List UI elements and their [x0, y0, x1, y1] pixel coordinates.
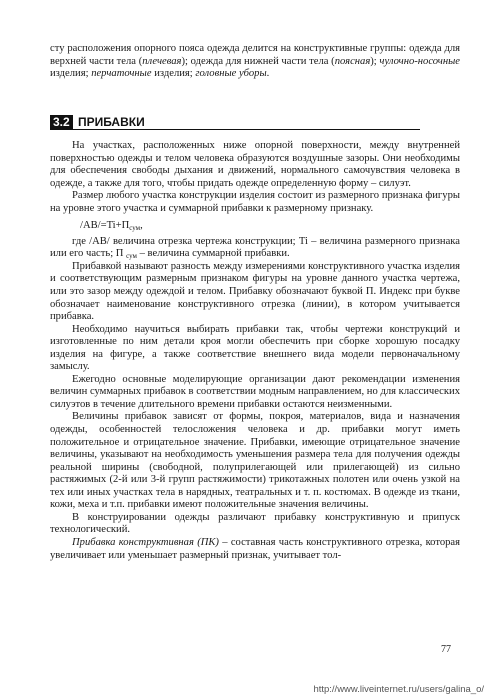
- constructive-allowance-text: – составная часть конструктивного отрезка, которая увеличивает или уменьшает размерный признак, учитывает тол-: [50, 536, 460, 561]
- legend-text-b: – величина суммарной прибавки.: [136, 248, 290, 260]
- legend-text-a: где /АВ/ величина отрезка чертежа конструкции; Ti – величина размерного признака или его часть; П: [50, 235, 460, 260]
- intro-text-d: изделия;: [50, 68, 92, 80]
- paragraph-allowance-definition: Прибавкой называют разность между измерениями конструктивного участка изделия и соответствующим размерным признаком фигуры на уровне данного участка чертежа, или это зазор между одеждой и телом. Прибавку обозначают буквой П. Индекс при букве обозначает наименование конструктивного отрезка (линии), в котором учитывается прибавка.: [50, 260, 460, 323]
- intro-text-e: изделия;: [151, 68, 196, 80]
- intro-text-c: );: [370, 55, 380, 67]
- paragraph-air-gaps: На участках, расположенных ниже опорной поверхности, между внутренней поверхностью одежды и телом человека образуются воздушные зазоры. Они необходимы для обеспечения свободы дыхания и движений, нормального самочувствия человека в одежде, а также для того, чтобы придать одежде определенную форму – силуэт.: [50, 140, 460, 189]
- section-number: 3.2: [50, 115, 73, 129]
- intro-text-a: сту расположения опорного пояса одежда делится на конструктивные группы: одежда для верхней части тела (: [50, 43, 460, 67]
- page-number: 77: [441, 644, 451, 655]
- section-title: ПРИБАВКИ: [78, 115, 145, 129]
- intro-text-f: .: [266, 68, 270, 80]
- intro-italic-poyasnaya: поясная: [334, 55, 371, 67]
- paragraph-choose-allowances: Необходимо научиться выбирать прибавки так, чтобы чертежи конструкций и изготовленные по ним детали кроя могли обеспечить при сборке хорошую посадку изделия на фигуре, а также соответствие внешнего вида модели первоначальному замыслу.: [50, 323, 460, 373]
- section-body: [50, 140, 460, 562]
- intro-text-b: ); одежда для нижней части тела (: [181, 55, 335, 67]
- paragraph-formula-legend: [50, 236, 460, 261]
- watermark-url: http://www.liveinternet.ru/users/galina_o/: [313, 684, 484, 695]
- intro-italic-golovnye: головные уборы: [195, 68, 267, 80]
- formula-comma: ,: [140, 220, 143, 232]
- section-heading: [50, 114, 420, 130]
- legend-subscript: сум: [126, 252, 137, 261]
- section-underline: [50, 129, 420, 130]
- paragraph-size: Размер любого участка конструкции изделия состоит из размерного признака фигуры на уровне этого участка и суммарной прибавки к размерному признаку.: [50, 190, 460, 214]
- formula-subscript: сум: [129, 224, 141, 233]
- intro-italic-plechevaya: плечевая: [142, 55, 182, 67]
- formula: [50, 220, 460, 233]
- intro-text: [50, 43, 460, 81]
- intro-paragraph: [50, 43, 460, 81]
- paragraph-types: В конструировании одежды различают прибавку конструктивную и припуск технологический.: [50, 511, 460, 536]
- paragraph-constructive-allowance: [50, 537, 460, 562]
- paragraph-recommendations: Ежегодно основные моделирующие организации дают рекомендации изменения величин суммарных прибавок в соответствии модным направлением, но для классических силуэтов в течение длительного времени прибавки остаются неизменными.: [50, 373, 460, 410]
- intro-italic-chulochno: чулочно-носочные: [379, 55, 460, 67]
- term-constructive-allowance: Прибавка конструктивная (ПК): [72, 536, 219, 548]
- paragraph-allowance-values: Величины прибавок зависят от формы, покроя, материалов, вида и назначения одежды, особенностей телосложения человека и др. прибавки могут иметь положительное и отрицательное значение. Прибавки, имеющие отрицательное значение величины, указывают на необходимость уменьшения размера тела для получения одежды реальной ширины (свободной, полуприлегающей или прилегающей) из сильно растяжимых (2-й или 3-й групп растяжимости) трикотажных полотен или очень узкой на тех или иных участках тела в нарядных, театральных и т. п. костюмах. В одежде из ткани, кожи, меха и т.п. прибавки имеют положительные значения величины.: [50, 411, 460, 511]
- intro-italic-perchatochnye: перчаточные: [91, 68, 152, 80]
- formula-main: /АВ/=Ti+П: [80, 220, 130, 232]
